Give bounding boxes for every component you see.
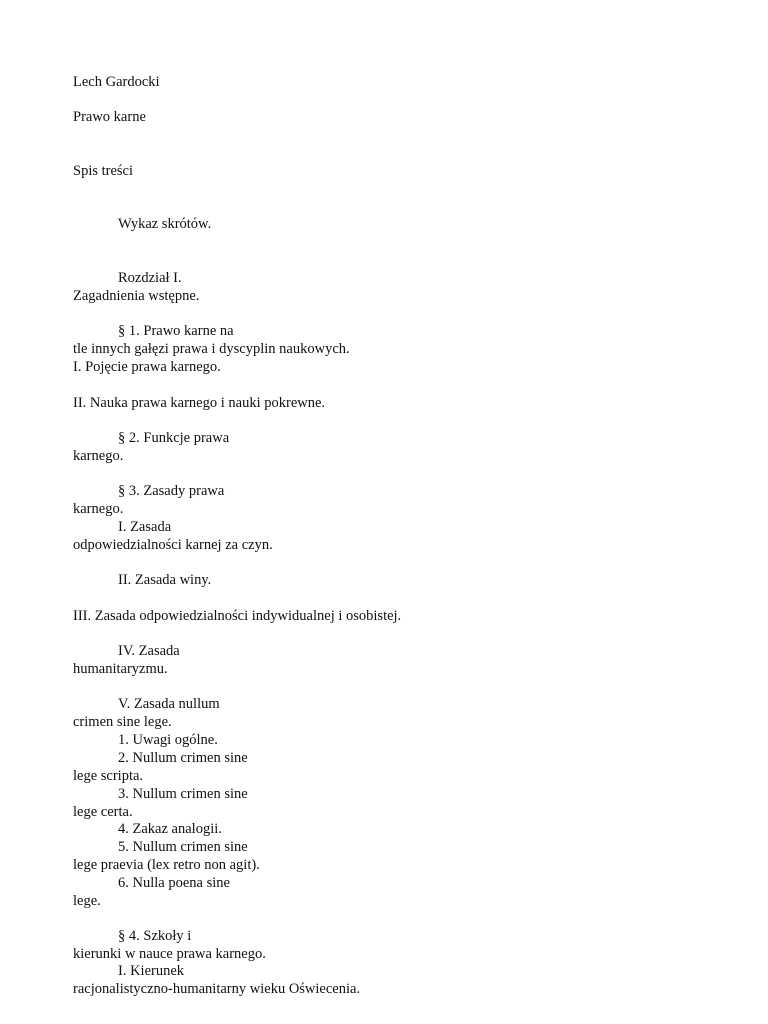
toc-entry-cont: racjonalistyczno-humanitarny wieku Oświecenia. — [73, 981, 361, 997]
toc-entry: II. Zasada winy. — [118, 572, 212, 588]
toc-subentry-cont: lege scripta. — [73, 768, 144, 784]
toc-entry: I. Zasada — [118, 519, 172, 535]
toc-subentry: 2. Nullum crimen sine — [118, 750, 248, 766]
toc-entry: V. Zasada nullum — [118, 696, 220, 712]
toc-section-4: § 4. Szkoły i — [118, 928, 192, 944]
toc-subentry: 3. Nullum crimen sine — [118, 786, 248, 802]
toc-subentry-cont: lege. — [73, 893, 101, 909]
toc-entry: I. Kierunek — [118, 963, 185, 979]
document-title: Prawo karne — [73, 109, 146, 125]
toc-section-1: § 1. Prawo karne na — [118, 323, 234, 339]
toc-subentry-cont: lege praevia (lex retro non agit). — [73, 857, 260, 873]
toc-subentry-cont: lege certa. — [73, 804, 133, 820]
toc-subentry: 6. Nulla poena sine — [118, 875, 230, 891]
author-name: Lech Gardocki — [73, 74, 160, 90]
toc-chapter-title: Zagadnienia wstępne. — [73, 288, 200, 304]
toc-section-4-cont: kierunki w nauce prawa karnego. — [73, 946, 266, 962]
toc-chapter-label: Rozdział I. — [118, 270, 182, 286]
toc-section-2: § 2. Funkcje prawa — [118, 430, 230, 446]
toc-section-3: § 3. Zasady prawa — [118, 483, 225, 499]
toc-section-3-cont: karnego. — [73, 501, 124, 517]
toc-entry-cont: crimen sine lege. — [73, 714, 172, 730]
toc-section-2-cont: karnego. — [73, 448, 124, 464]
toc-section-1-cont: tle innych gałęzi prawa i dyscyplin naukowych. — [73, 341, 350, 357]
toc-heading: Spis treści — [73, 163, 134, 179]
toc-entry-cont: humanitaryzmu. — [73, 661, 168, 677]
toc-subentry: 1. Uwagi ogólne. — [118, 732, 218, 748]
toc-subentry: 4. Zakaz analogii. — [118, 821, 222, 837]
toc-entry-abbreviations: Wykaz skrótów. — [118, 216, 212, 232]
toc-entry: II. Nauka prawa karnego i nauki pokrewne. — [73, 395, 326, 411]
toc-entry: IV. Zasada — [118, 643, 180, 659]
toc-entry: I. Pojęcie prawa karnego. — [73, 359, 221, 375]
toc-entry-cont: odpowiedzialności karnej za czyn. — [73, 537, 273, 553]
toc-subentry: 5. Nullum crimen sine — [118, 839, 248, 855]
toc-entry: III. Zasada odpowiedzialności indywidualnej i osobistej. — [73, 608, 402, 624]
